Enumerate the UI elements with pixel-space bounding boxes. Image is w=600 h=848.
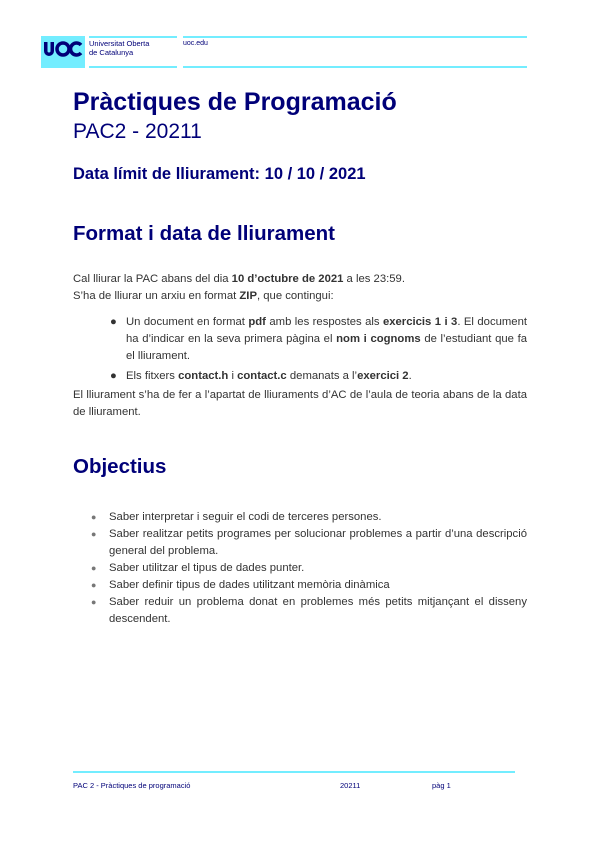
text-run: . El document ha d’indicar en la seva primera pàgina el [126,316,527,345]
text-run: S’ha de lliurar un arxiu en format [73,290,240,302]
text-run: amb les respostes als [265,316,383,328]
objectives-list [91,509,527,628]
deadline-date: 10 / 10 / 2021 [264,165,366,183]
uoc-logo-mark [41,36,85,68]
header-url: uoc.edu [183,40,208,47]
logo-wordmark [89,40,149,57]
header-rule-2 [183,36,527,38]
text-run: i [228,370,238,382]
text-run-bold: nom i cognoms [336,333,421,345]
paragraph-submission-place: El lliurament s’ha de fer a l’apartat de lliuraments d’AC de l’aula de teoria abans de la data de lliurament. [73,389,527,418]
bullet-icon: ● [110,316,117,328]
deadline-label: Data límit de lliurament: [73,165,261,183]
text-run-bold: 10 d’octubre de 2021 [231,273,344,285]
text-run-bold: exercici 2 [357,370,409,382]
text-run: a les 23:59. [343,273,405,285]
text-run-bold: exercicis 1 i 3 [382,316,458,328]
objective-text: Saber utilitzar el tipus de dades punter. [109,562,305,574]
objective-text: Saber definir tipus de dades utilitzant memòria dinàmica [109,579,390,591]
text-run-bold: contact.c [237,370,287,382]
list-item [91,594,527,628]
logo-line-2: de Catalunya [89,47,134,57]
footer-title: PAC 2 - Pràctiques de programació [73,781,191,790]
list-item [110,368,527,385]
footer-code: 20211 [340,781,361,790]
bullet-icon: ● [110,370,117,382]
header-rule-3 [89,66,177,68]
bullet-icon: ● [91,563,97,573]
list-item [110,314,527,365]
bullet-icon: ● [91,580,97,590]
deliverables-list [110,314,527,385]
section-heading-objectives: Objectius [73,455,167,478]
uoc-logo [41,36,85,68]
text-run: de l’estudiant que fa el lliurament. [126,333,527,362]
footer-rule [73,771,515,773]
header-rule-1 [89,36,177,38]
list-item [91,560,527,577]
objective-text: Saber reduir un problema donat en problemes més petits mitjançant el disseny descendent. [109,596,527,625]
header-rule-4 [183,66,527,68]
list-item [91,526,527,560]
text-run: . [408,370,412,382]
logo-line-1: Universitat Oberta [89,39,150,48]
text-run-bold: ZIP [239,290,257,302]
list-item [91,577,527,594]
text-run: Cal lliurar la PAC abans del dia [73,273,232,285]
list-item [91,509,527,526]
text-run-bold: contact.h [178,370,229,382]
text-run: demanats a l’ [286,370,358,382]
text-run: , que contingui: [256,290,334,302]
text-run: Els fitxers [126,370,179,382]
text-run-bold: pdf [248,316,266,328]
footer-page-number: pàg 1 [432,781,451,790]
bullet-icon: ● [91,529,97,539]
document-title: Pràctiques de Programació [73,88,397,116]
section-heading-format: Format i data de lliurament [73,222,335,245]
bullet-icon: ● [91,512,97,522]
bullet-icon: ● [91,597,97,607]
section-format-body [73,271,527,305]
objective-text: Saber realitzar petits programes per solucionar problemes a partir d’una descripció general del problema. [109,528,527,557]
text-run: Un document en format [126,316,249,328]
paragraph-format [73,288,527,305]
objective-text: Saber interpretar i seguir el codi de terceres persones. [109,511,382,523]
paragraph-deadline [73,271,527,288]
deadline [73,165,366,184]
document-subtitle: PAC2 - 20211 [73,120,202,143]
